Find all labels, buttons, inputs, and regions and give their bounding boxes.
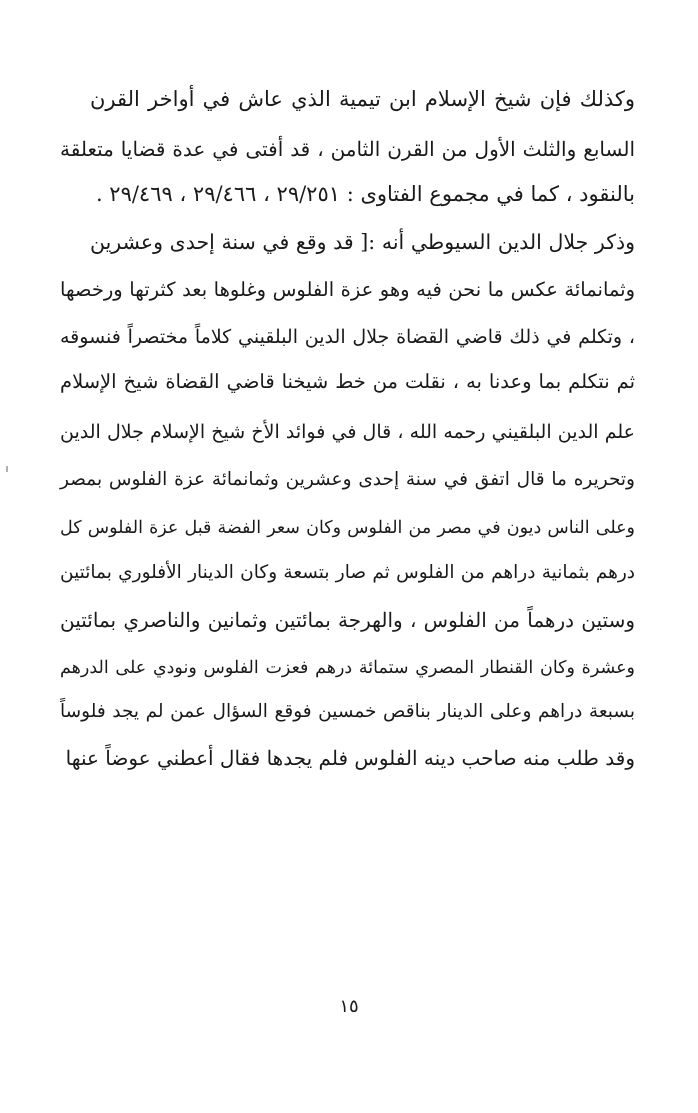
text-line-4: وذكر جلال الدين السيوطي أنه :[ قد وقع في سنة إحدى وعشرين (90, 230, 635, 254)
text-line-10: وعلى الناس ديون في مصر من الفلوس وكان سعر الفضة قبل عزة الفلوس كل (60, 518, 635, 538)
text-line-1: وكذلك فإن شيخ الإسلام ابن تيمية الذي عاش في أواخر القرن (90, 87, 635, 111)
text-line-14: بسبعة دراهم وعلى الدينار بناقص خمسين فوقع السؤال عمن لم يجد فلوساً (60, 701, 635, 722)
text-line-13: وعشرة وكان القنطار المصري ستمائة درهم فعزت الفلوس ونودي على الدرهم (60, 658, 635, 678)
text-line-2: السابع والثلث الأول من القرن الثامن ، قد أفتى في عدة قضايا متعلقة (60, 137, 635, 161)
text-line-11: درهم بثمانية دراهم من الفلوس ثم صار بتسعة وكان الدينار الأفلوري بمائتين (60, 562, 635, 583)
text-line-7: ثم نتكلم بما وعدنا به ، نقلت من خط شيخنا قاضي القضاة شيخ الإسلام (60, 370, 635, 393)
page-number: ١٥ (339, 996, 359, 1017)
text-line-3: بالنقود ، كما في مجموع الفتاوى : ٢٩/٢٥١ ، ٢٩/٤٦٦ ، ٢٩/٤٦٩ . (95, 182, 635, 206)
text-line-8: علم الدين البلقيني رحمه الله ، قال في فوائد الأخ شيخ الإسلام جلال الدين (60, 421, 635, 443)
text-line-6: ، وتكلم في ذلك قاضي القضاة جلال الدين البلقيني كلاماً مختصراً فنسوقه (60, 326, 635, 348)
margin-mark (6, 466, 8, 472)
text-line-15: وقد طلب منه صاحب دينه الفلوس فلم يجدها فقال أعطني عوضاً عنها (65, 746, 635, 770)
text-line-12: وستين درهماً من الفلوس ، والهرجة بمائتين وثمانين والناصري بمائتين (60, 608, 635, 632)
text-line-9: وتحريره ما قال اتفق في سنة إحدى وعشرين وثمانمائة عزة الفلوس بمصر (60, 469, 635, 490)
text-line-5: وثمانمائة عكس ما نحن فيه وهو عزة الفلوس وغلوها بعد كثرتها ورخصها (60, 278, 635, 301)
